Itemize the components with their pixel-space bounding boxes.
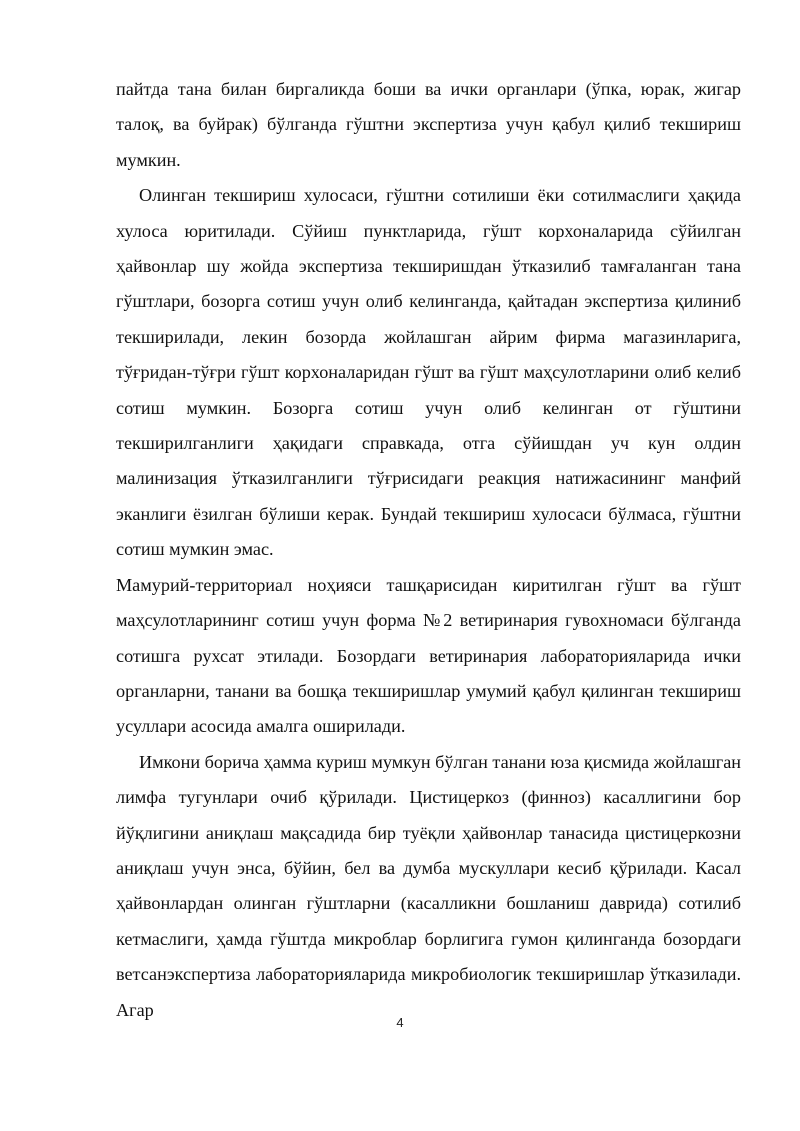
paragraph-veterinary-certificate: Мамурий-территориал ноҳияси ташқарисидан киритилган гўшт ва гўшт маҳсулотларининг сотиш учун форма №2 ветиринария гувохномаси бўлганда сотишга рухсат этилади. Бозордаги ветиринария лабораторияларида ички органларни, танани ва бошқа текширишлар умумий қабул қилинган текшириш усуллари асосида амалга оширилади. [116, 574, 741, 737]
body-text [116, 72, 741, 1028]
paragraph-inspection-conclusion: Олинган текшириш хулосаси, гўштни сотилиши ёки сотилмаслиги ҳақида хулоса юритилади. Сўйиш пунктларида, гўшт корхоналарида сўйилган ҳайвонлар шу жойда экспертиза текширишдан ўтказилиб тамғаланган тана гўштлари, бозорга сотиш учун олиб келинганда, қайтадан экспертиза қилиниб текширилади, лекин бозорда жойлашган айрим фирма магазинларига, тўғридан-тўғри гўшт корхоналаридан гўшт ва гўшт маҳсулотларини олиб келиб сотиш мумкин. Бозорга сотиш учун олиб келинган от гўштини текширилганлиги ҳақидаги справкада, отга сўйишдан уч кун олдин малинизация ўтказилганлиги тўғрисидаги реакция натижасининг манфий эканлиги ёзилган бўлиши керак. Бундай текшириш хулосаси бўлмаса, гўштни сотиш мумкин эмас. [116, 185, 741, 560]
paragraph-lymph-node-inspection: Имкони борича ҳамма куриш мумкун бўлган танани юза қисмида жойлашган лимфа тугунлари очиб қўрилади. Цистицеркоз (финноз) касаллигини бор йўқлигини аниқлаш мақсадида бир туёқли ҳайвонлар танасида цистицеркозни аниқлаш учун энса, бўйин, бел ва думба мускуллари кесиб қўрилади. Касал ҳайвонлардан олинган гўштларни (касалликни бошланиш даврида) сотилиб кетмаслиги, ҳамда гўштда микроблар борлигига гумон қилинганда бозордаги ветсанэкспертиза лабораторияларида микробиологик текширишлар ўтказилади. Агар [116, 751, 741, 1020]
paragraph-continuation: пайтда тана билан биргаликда боши ва ички органлари (ўпка, юрак, жигар талоқ, ва буйрак) бўлганда гўштни экспертиза учун қабул қилиб текшириш мумкин. [116, 79, 741, 170]
page-number: 4 [396, 1015, 404, 1030]
